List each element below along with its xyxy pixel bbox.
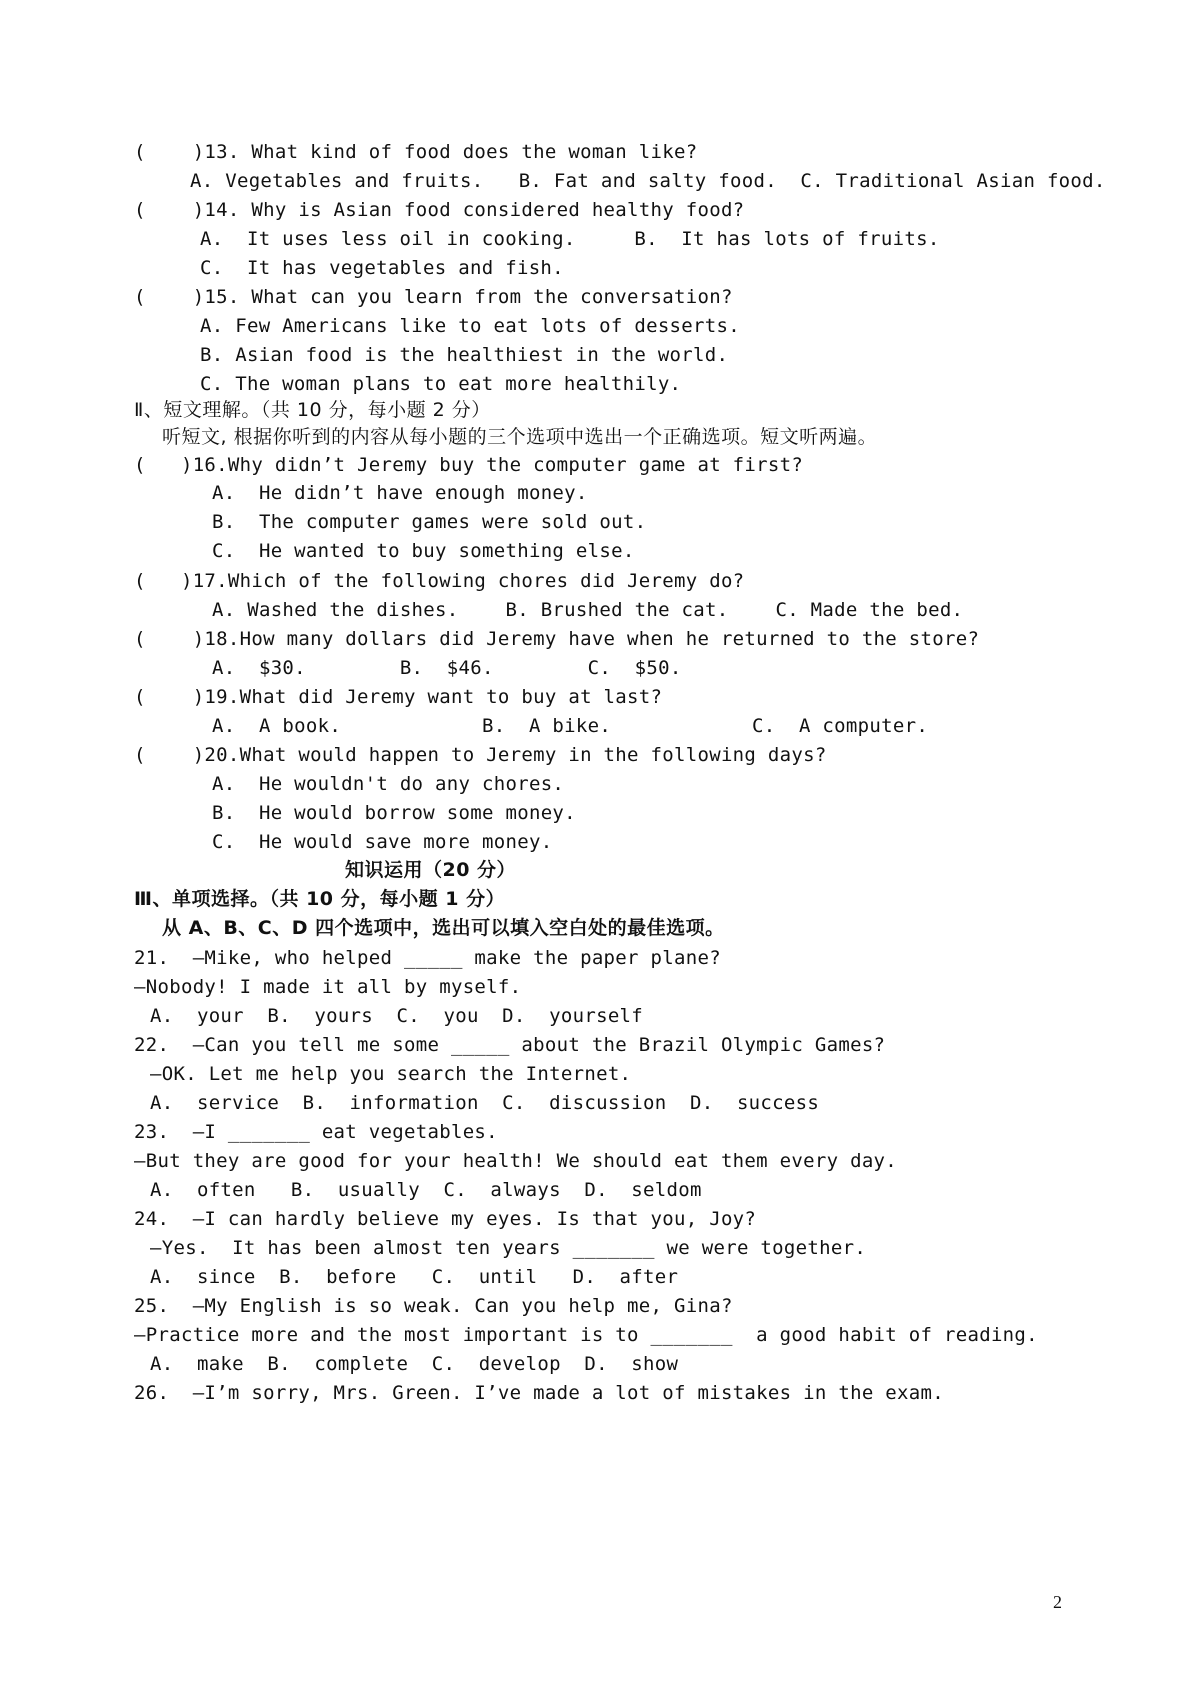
q21-reply: —Nobody! I made it all by myself. xyxy=(134,976,522,998)
question-20: ( )20.What would happen to Jeremy in the following days? xyxy=(134,744,827,766)
q25-options: A. make B. complete C. develop D. show xyxy=(150,1353,679,1375)
q16-option-a: A. He didn’t have enough money. xyxy=(212,482,588,504)
question-14: ( )14. Why is Asian food considered healthy food? xyxy=(134,199,745,221)
q15-option-c: C. The woman plans to eat more healthily. xyxy=(200,373,682,395)
q23-reply: —But they are good for your health! We should eat them every day. xyxy=(134,1150,898,1172)
q18-options: A. $30. B. $46. C. $50. xyxy=(212,657,682,679)
question-22: 22. —Can you tell me some _____ about the Brazil Olympic Games? xyxy=(134,1034,886,1056)
section-3-instructions: 从 A、B、C、D 四个选项中，选出可以填入空白处的最佳选项。 xyxy=(162,917,725,939)
question-25: 25. —My English is so weak. Can you help me, Gina? xyxy=(134,1295,733,1317)
question-18: ( )18.How many dollars did Jeremy have when he returned to the store? xyxy=(134,628,980,650)
q21-options: A. your B. yours C. you D. yourself xyxy=(150,1005,644,1027)
question-17: ( )17.Which of the following chores did Jeremy do? xyxy=(134,570,745,592)
page-number: 2 xyxy=(1053,1592,1062,1612)
q22-options: A. service B. information C. discussion D. success xyxy=(150,1092,820,1114)
question-19: ( )19.What did Jeremy want to buy at last? xyxy=(134,686,663,708)
section-2-heading: Ⅱ、短文理解。（共 10 分，每小题 2 分） xyxy=(134,399,491,421)
section-2-instructions: 听短文, 根据你听到的内容从每小题的三个选项中选出一个正确选项。短文听两遍。 xyxy=(162,426,878,448)
question-21: 21. —Mike, who helped _____ make the paper plane? xyxy=(134,947,721,969)
q23-options: A. often B. usually C. always D. seldom xyxy=(150,1179,702,1201)
q16-option-b: B. The computer games were sold out. xyxy=(212,511,647,533)
q20-option-b: B. He would borrow some money. xyxy=(212,802,576,824)
question-26: 26. —I’m sorry, Mrs. Green. I’ve made a lot of mistakes in the exam. xyxy=(134,1382,944,1404)
q17-options: A. Washed the dishes. B. Brushed the cat. C. Made the bed. xyxy=(212,599,964,621)
q15-option-a: A. Few Americans like to eat lots of desserts. xyxy=(200,315,740,337)
q22-reply: —OK. Let me help you search the Internet. xyxy=(150,1063,632,1085)
q13-options: A. Vegetables and fruits. B. Fat and salty food. C. Traditional Asian food. xyxy=(190,170,1106,192)
q25-reply: —Practice more and the most important is to _______ a good habit of reading. xyxy=(134,1324,1038,1346)
part-heading: 知识运用（20 分） xyxy=(345,859,517,881)
question-13: ( )13. What kind of food does the woman like? xyxy=(134,141,698,163)
q24-options: A. since B. before C. until D. after xyxy=(150,1266,679,1288)
question-16: ( )16.Why didn’t Jeremy buy the computer game at first? xyxy=(134,454,804,476)
question-15: ( )15. What can you learn from the conversation? xyxy=(134,286,733,308)
q24-reply: —Yes. It has been almost ten years _______ we were together. xyxy=(150,1237,867,1259)
q14-option-c: C. It has vegetables and fish. xyxy=(200,257,564,279)
question-23: 23. —I _______ eat vegetables. xyxy=(134,1121,498,1143)
section-3-heading: Ⅲ、单项选择。（共 10 分，每小题 1 分） xyxy=(134,888,506,910)
q20-option-c: C. He would save more money. xyxy=(212,831,553,853)
q14-options-ab: A. It uses less oil in cooking. B. It has lots of fruits. xyxy=(200,228,940,250)
q16-option-c: C. He wanted to buy something else. xyxy=(212,540,635,562)
q19-options: A. A book. B. A bike. C. A computer. xyxy=(212,715,929,737)
q15-option-b: B. Asian food is the healthiest in the world. xyxy=(200,344,729,366)
question-24: 24. —I can hardly believe my eyes. Is that you, Joy? xyxy=(134,1208,757,1230)
q20-option-a: A. He wouldn't do any chores. xyxy=(212,773,565,795)
